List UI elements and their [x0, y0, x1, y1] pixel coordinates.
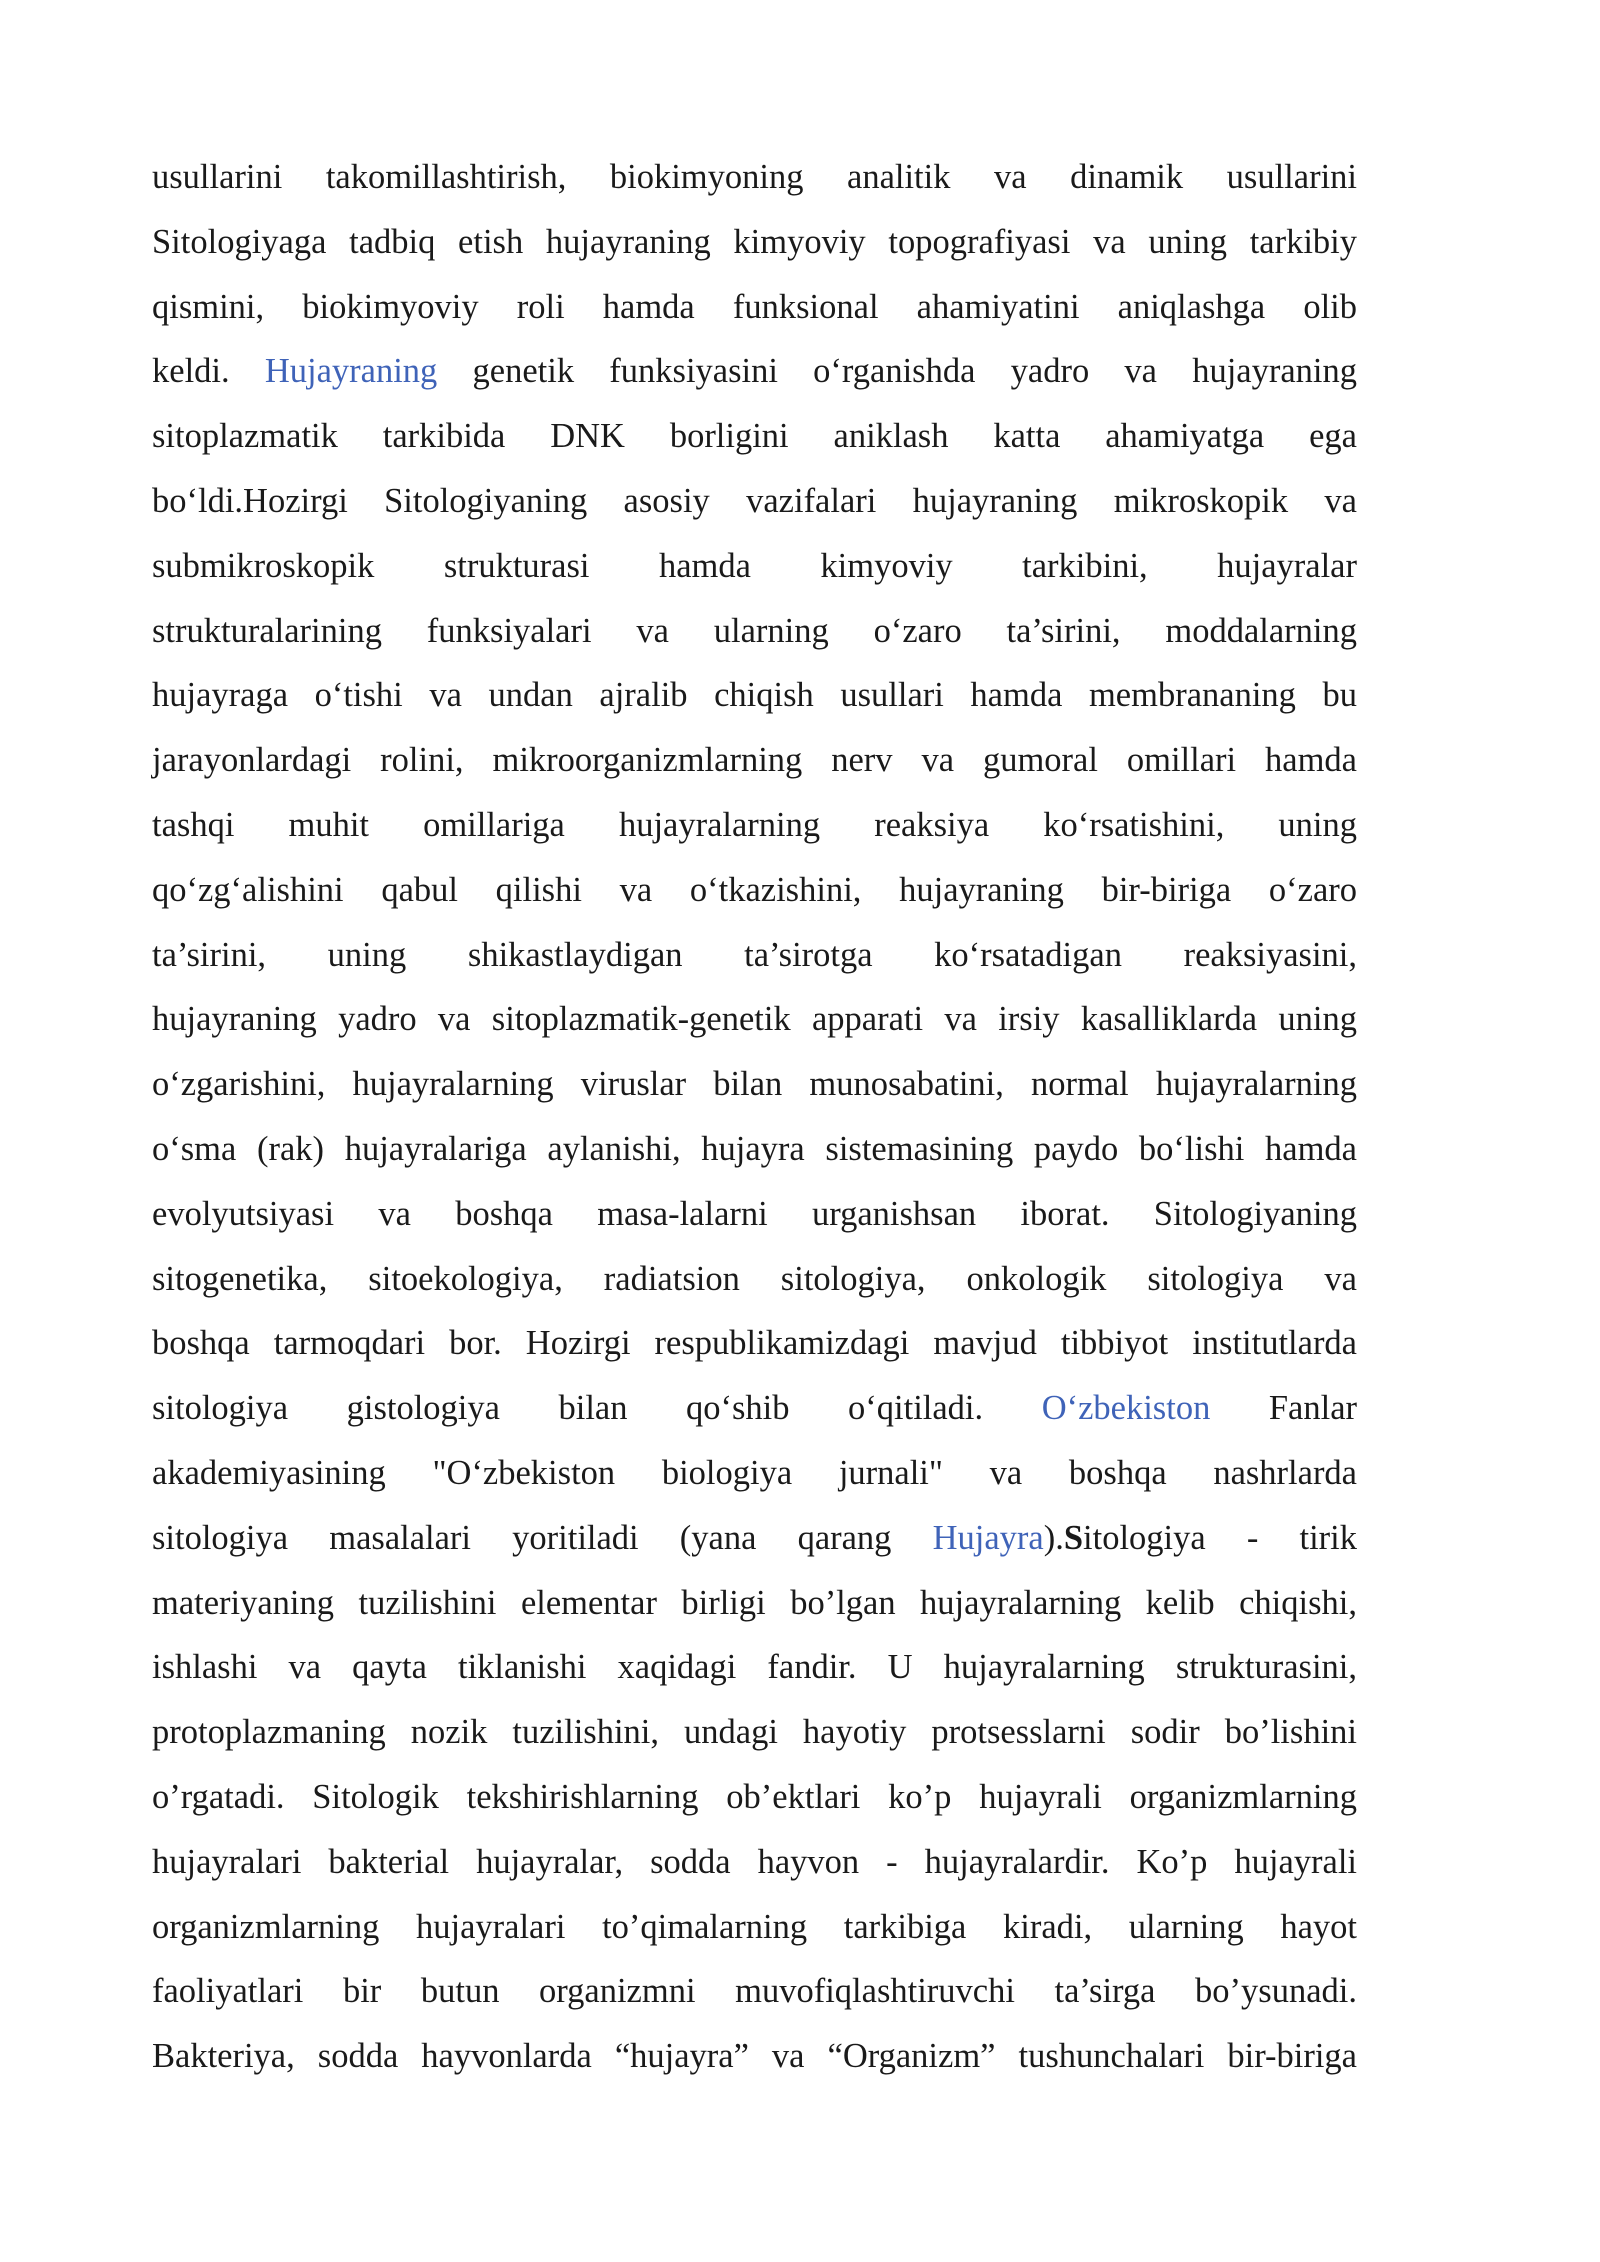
text-line: akademiyasining "O‘zbekiston biologiya jurnali" va boshqa nashrlarda [152, 1453, 1357, 1492]
text-line: Bakteriya, sodda hayvonlarda “hujayra” va “Organizm” tushunchalari bir-biriga [152, 2037, 1357, 2076]
text-line: tashqi muhit omillariga hujayralarning reaksiya ko‘rsatishini, uning [152, 805, 1357, 844]
text-line: sitogenetika, sitoekologiya, radiatsion sitologiya, onkologik sitologiya va [152, 1259, 1357, 1298]
text-line [152, 1506, 1357, 1571]
text-line: submikroskopik strukturasi hamda kimyoviy tarkibini, hujayralar [152, 546, 1357, 585]
text-line: boshqa tarmoqdari bor. Hozirgi respublikamizdagi mavjud tibbiyot institutlarda [152, 1324, 1357, 1363]
text-line: materiyaning tuzilishini elementar birligi bo’lgan hujayralarning kelib chiqishi, [152, 1583, 1357, 1622]
text-line: Sitologiyaga tadbiq etish hujayraning kimyoviy topografiyasi va uning tarkibiy [152, 222, 1357, 261]
text-line [152, 1376, 1357, 1441]
body-text [152, 145, 1357, 2089]
text-segment: ). [1043, 1518, 1064, 1557]
text-line: strukturalarining funksiyalari va ularning o‘zaro ta’sirini, moddalarning [152, 611, 1357, 650]
text-line: faoliyatlari bir butun organizmni muvofiqlashtiruvchi ta’sirga bo’ysunadi. [152, 1972, 1357, 2011]
text-line: sitoplazmatik tarkibida DNK borligini aniklash katta ahamiyatga ega [152, 417, 1357, 456]
text-segment: Fanlar [1210, 1389, 1358, 1428]
text-line: ishlashi va qayta tiklanishi xaqidagi fandir. U hujayralarning strukturasini, [152, 1648, 1357, 1687]
text-line: hujayraga o‘tishi va undan ajralib chiqish usullari hamda membrananing bu [152, 676, 1357, 715]
text-line: qo‘zg‘alishini qabul qilishi va o‘tkazishini, hujayraning bir-biriga o‘zaro [152, 870, 1357, 909]
text-line: hujayraning yadro va sitoplazmatik-genetik apparati va irsiy kasalliklarda uning [152, 1000, 1357, 1039]
text-line: o‘sma (rak) hujayralariga aylanishi, hujayra sistemasining paydo bo‘lishi hamda [152, 1129, 1357, 1168]
text-segment: sitologiya gistologiya bilan qo‘shib o‘qitiladi. [152, 1389, 1042, 1428]
text-line: bo‘ldi.Hozirgi Sitologiyaning asosiy vazifalari hujayraning mikroskopik va [152, 481, 1357, 520]
ozbekiston-link[interactable]: O‘zbekiston [1041, 1389, 1211, 1428]
text-line: ta’sirini, uning shikastlaydigan ta’sirotga ko‘rsatadigan reaksiyasini, [152, 935, 1357, 974]
text-line [152, 339, 1357, 404]
hujayraning-link[interactable]: Hujayraning [264, 352, 438, 391]
text-line: protoplazmaning nozik tuzilishini, undagi hayotiy protsesslarni sodir bo’lishini [152, 1713, 1357, 1752]
text-segment: keldi. [152, 352, 265, 391]
text-line: qismini, biokimyoviy roli hamda funksional ahamiyatini aniqlashga olib [152, 287, 1357, 326]
text-line: evolyutsiyasi va boshqa masa-lalarni urganishsan iborat. Sitologiyaning [152, 1194, 1357, 1233]
text-segment: sitologiya masalalari yoritiladi (yana qarang [152, 1518, 933, 1557]
text-line: o‘zgarishini, hujayralarning viruslar bilan munosabatini, normal hujayralarning [152, 1065, 1357, 1104]
bold-initial: S [1063, 1518, 1084, 1557]
text-line: jarayonlardagi rolini, mikroorganizmlarning nerv va gumoral omillari hamda [152, 741, 1357, 780]
hujayra-link[interactable]: Hujayra [932, 1518, 1044, 1557]
text-line: hujayralari bakterial hujayralar, sodda hayvon - hujayralardir. Ko’p hujayrali [152, 1842, 1357, 1881]
text-segment: genetik funksiyasini o‘rganishda yadro va hujayraning [437, 352, 1357, 391]
text-segment: itologiya - tirik [1083, 1518, 1358, 1557]
text-line: usullarini takomillashtirish, biokimyoning analitik va dinamik usullarini [152, 158, 1357, 196]
text-line: o’rgatadi. Sitologik tekshirishlarning ob’ektlari ko’p hujayrali organizmlarning [152, 1777, 1357, 1816]
text-line: organizmlarning hujayralari to’qimalarning tarkibiga kiradi, ularning hayot [152, 1907, 1357, 1946]
